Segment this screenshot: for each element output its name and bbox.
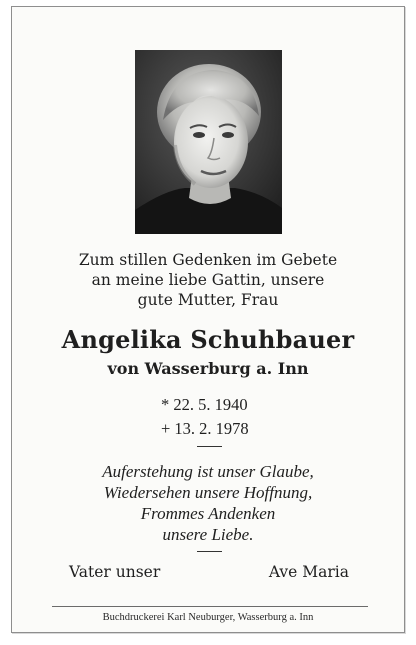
memorial-card [11, 6, 405, 633]
portrait-image [135, 50, 282, 234]
printer-credit: Buchdruckerei Karl Neuburger, Wasserburg a. Inn [102, 612, 314, 623]
verse-line-2: Wiedersehen unsere Hoffnung, [103, 483, 313, 502]
birth-date: * 22. 5. 1940 [161, 395, 248, 414]
intro-line-3: gute Mutter, Frau [137, 291, 279, 309]
deceased-name: Angelika Schuhbauer [61, 325, 355, 354]
portrait-photo [135, 50, 282, 234]
verse-line-1: Auferstehung ist unser Glaube, [102, 462, 314, 481]
intro-line-1: Zum stillen Gedenken im Gebete [78, 251, 338, 269]
prayer-right: Ave Maria [268, 563, 349, 581]
prayer-left: Vater unser [69, 563, 161, 581]
verse-line-3: Frommes Andenken [140, 504, 276, 523]
divider-top [197, 446, 222, 447]
death-date: + 13. 2. 1978 [161, 419, 249, 438]
verse-line-4: unsere Liebe. [162, 525, 254, 544]
footer-rule [52, 606, 368, 607]
origin-place: von Wasserburg a. Inn [107, 359, 309, 378]
divider-bottom [197, 551, 222, 552]
intro-line-2: an meine liebe Gattin, unsere [91, 271, 325, 289]
